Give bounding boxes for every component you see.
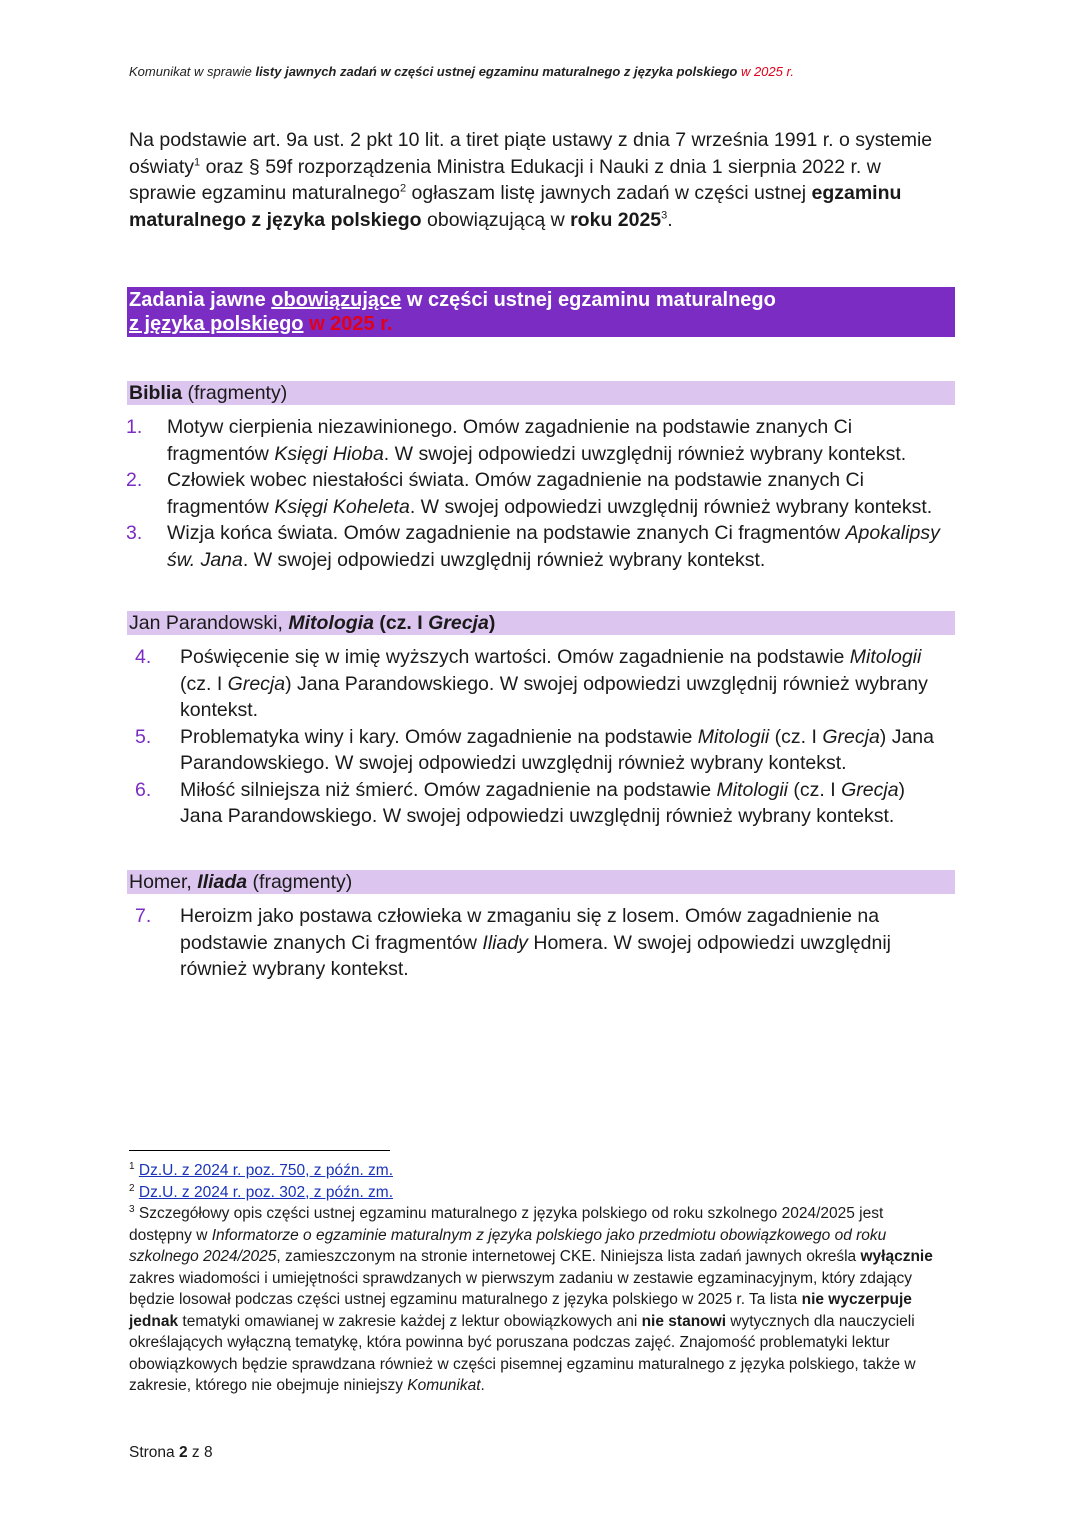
footnote-separator [129,1150,390,1151]
footnotes [129,1160,944,1397]
footnote-ref-1[interactable]: 1 [194,156,201,168]
task-item: 2. Człowiek wobec niestałości świata. Omów zagadnienie na podstawie znanych Ci fragmentów Księgi Koheleta. W swojej odpowiedzi uwzględnij również wybrany kontekst. [126,469,933,518]
footnote-ref-3[interactable]: 3 [661,209,668,221]
footnote-2: $^2$ Dz.U. z 2024 r. poz. 302, z późn. zm. [129,1182,394,1201]
section-title-mitologia: Jan Parandowski, Mitologia (cz. I Grecja) [127,611,955,635]
section-banner: Zadania jawne obowiązujące w części ustnej egzaminu maturalnego z języka polskiego w 2025 r. [127,287,955,337]
task-item: 1. Motyw cierpienia niezawinionego. Omów zagadnienie na podstawie znanych Ci fragmentów Księgi Hioba. W swojej odpowiedzi uwzględnij również wybrany kontekst. [126,416,907,465]
task-list-mitologia [135,644,950,830]
footnote-link-2[interactable]: Dz.U. z 2024 r. poz. 302, z późn. zm. [138,1183,394,1201]
footnote-1: $^1$ Dz.U. z 2024 r. poz. 750, z późn. zm. [129,1160,394,1179]
task-list-iliada [135,903,930,983]
footnote-3: $^3$ Szczegółowy opis części ustnej egzaminu maturalnego z języka polskiego od roku szkolnego 2024/2025 jest dostępny w Informatorze o egzaminie maturalnym z języka polskiego jako przedmiotu obowiązkowego od roku szkolnego 2024/2025, zamieszczonym na stronie internetowej CKE. Niniejsza lista zadań jawnych określa wyłącznie zakres wiadomości i umiejętności sprawdzanych w pierwszym zadaniu w zestawie egzaminacyjnym, który zdający będzie losował podczas części ustnej egzaminu maturalnego z języka polskiego w 2025 r. Ta lista nie wyczerpuje jednak tematyki omawianej w zakresie każdej z lektur obowiązkowych ani nie stanowi wytycznych dla nauczycieli określających wyłączną tematykę, która powinna być poruszana podczas zajęć. Znajomość problematyki lektur obowiązkowych będzie sprawdzana również w części pisemnej egzaminu maturalnego z języka polskiego, także w zakresie, którego nie obejmuje niniejszy Komunikat. [129,1203,933,1394]
footnote-ref-2[interactable]: 2 [399,182,407,195]
running-header: Komunikat w sprawie listy jawnych zadań w części ustnej egzaminu maturalnego z języka polskiego w 2025 r. [129,64,794,79]
page-number: Strona 2 z 8 [129,1444,213,1461]
task-item: 6. Miłość silniejsza niż śmierć. Omów zagadnienie na podstawie Mitologii (cz. I Grecja) Jana Parandowskiego. W swojej odpowiedzi uwzględnij również wybrany kontekst. [135,778,906,827]
section-title-iliada: Homer, Iliada (fragmenty) [127,870,955,894]
task-item: 4. Poświęcenie się w imię wyższych wartości. Omów zagadnienie na podstawie Mitologii (cz. I Grecja) Jana Parandowskiego. W swojej odpowiedzi uwzględnij również wybrany kontekst. [135,646,928,721]
footnote-link-1[interactable]: Dz.U. z 2024 r. poz. 750, z późn. zm. [138,1162,394,1179]
task-item: 5. Problematyka winy i kary. Omów zagadnienie na podstawie Mitologii (cz. I Grecja) Jana Parandowskiego. W swojej odpowiedzi uwzględnij również wybrany kontekst. [135,725,934,774]
task-item: 7. Heroizm jako postawa człowieka w zmaganiu się z losem. Omów zagadnienie na podstawie znanych Ci fragmentów Iliady Homera. W swojej odpowiedzi uwzględnij również wybrany kontekst. [135,905,892,980]
intro-paragraph: Na podstawie art. 9a ust. 2 pkt 10 lit. a tiret piąte ustawy z dnia 7 września 1991 r. o systemie oświaty$^1$ oraz § 59f rozporządzenia Ministra Edukacji i Nauki z dnia 1 sierpnia 2022 r. w sprawie egzaminu maturalnego$^2$ ogłaszam listę jawnych zadań w części ustnej egzaminu maturalnego z języka polskiego obowiązującą w roku 2025$^3$. [129,129,933,231]
section-title-biblia: Biblia (fragmenty) [127,381,955,405]
task-list-biblia [126,414,957,573]
task-item: 3. Wizja końca świata. Omów zagadnienie na podstawie znanych Ci fragmentów Apokalipsy św. Jana. W swojej odpowiedzi uwzględnij również wybrany kontekst. [126,522,940,571]
